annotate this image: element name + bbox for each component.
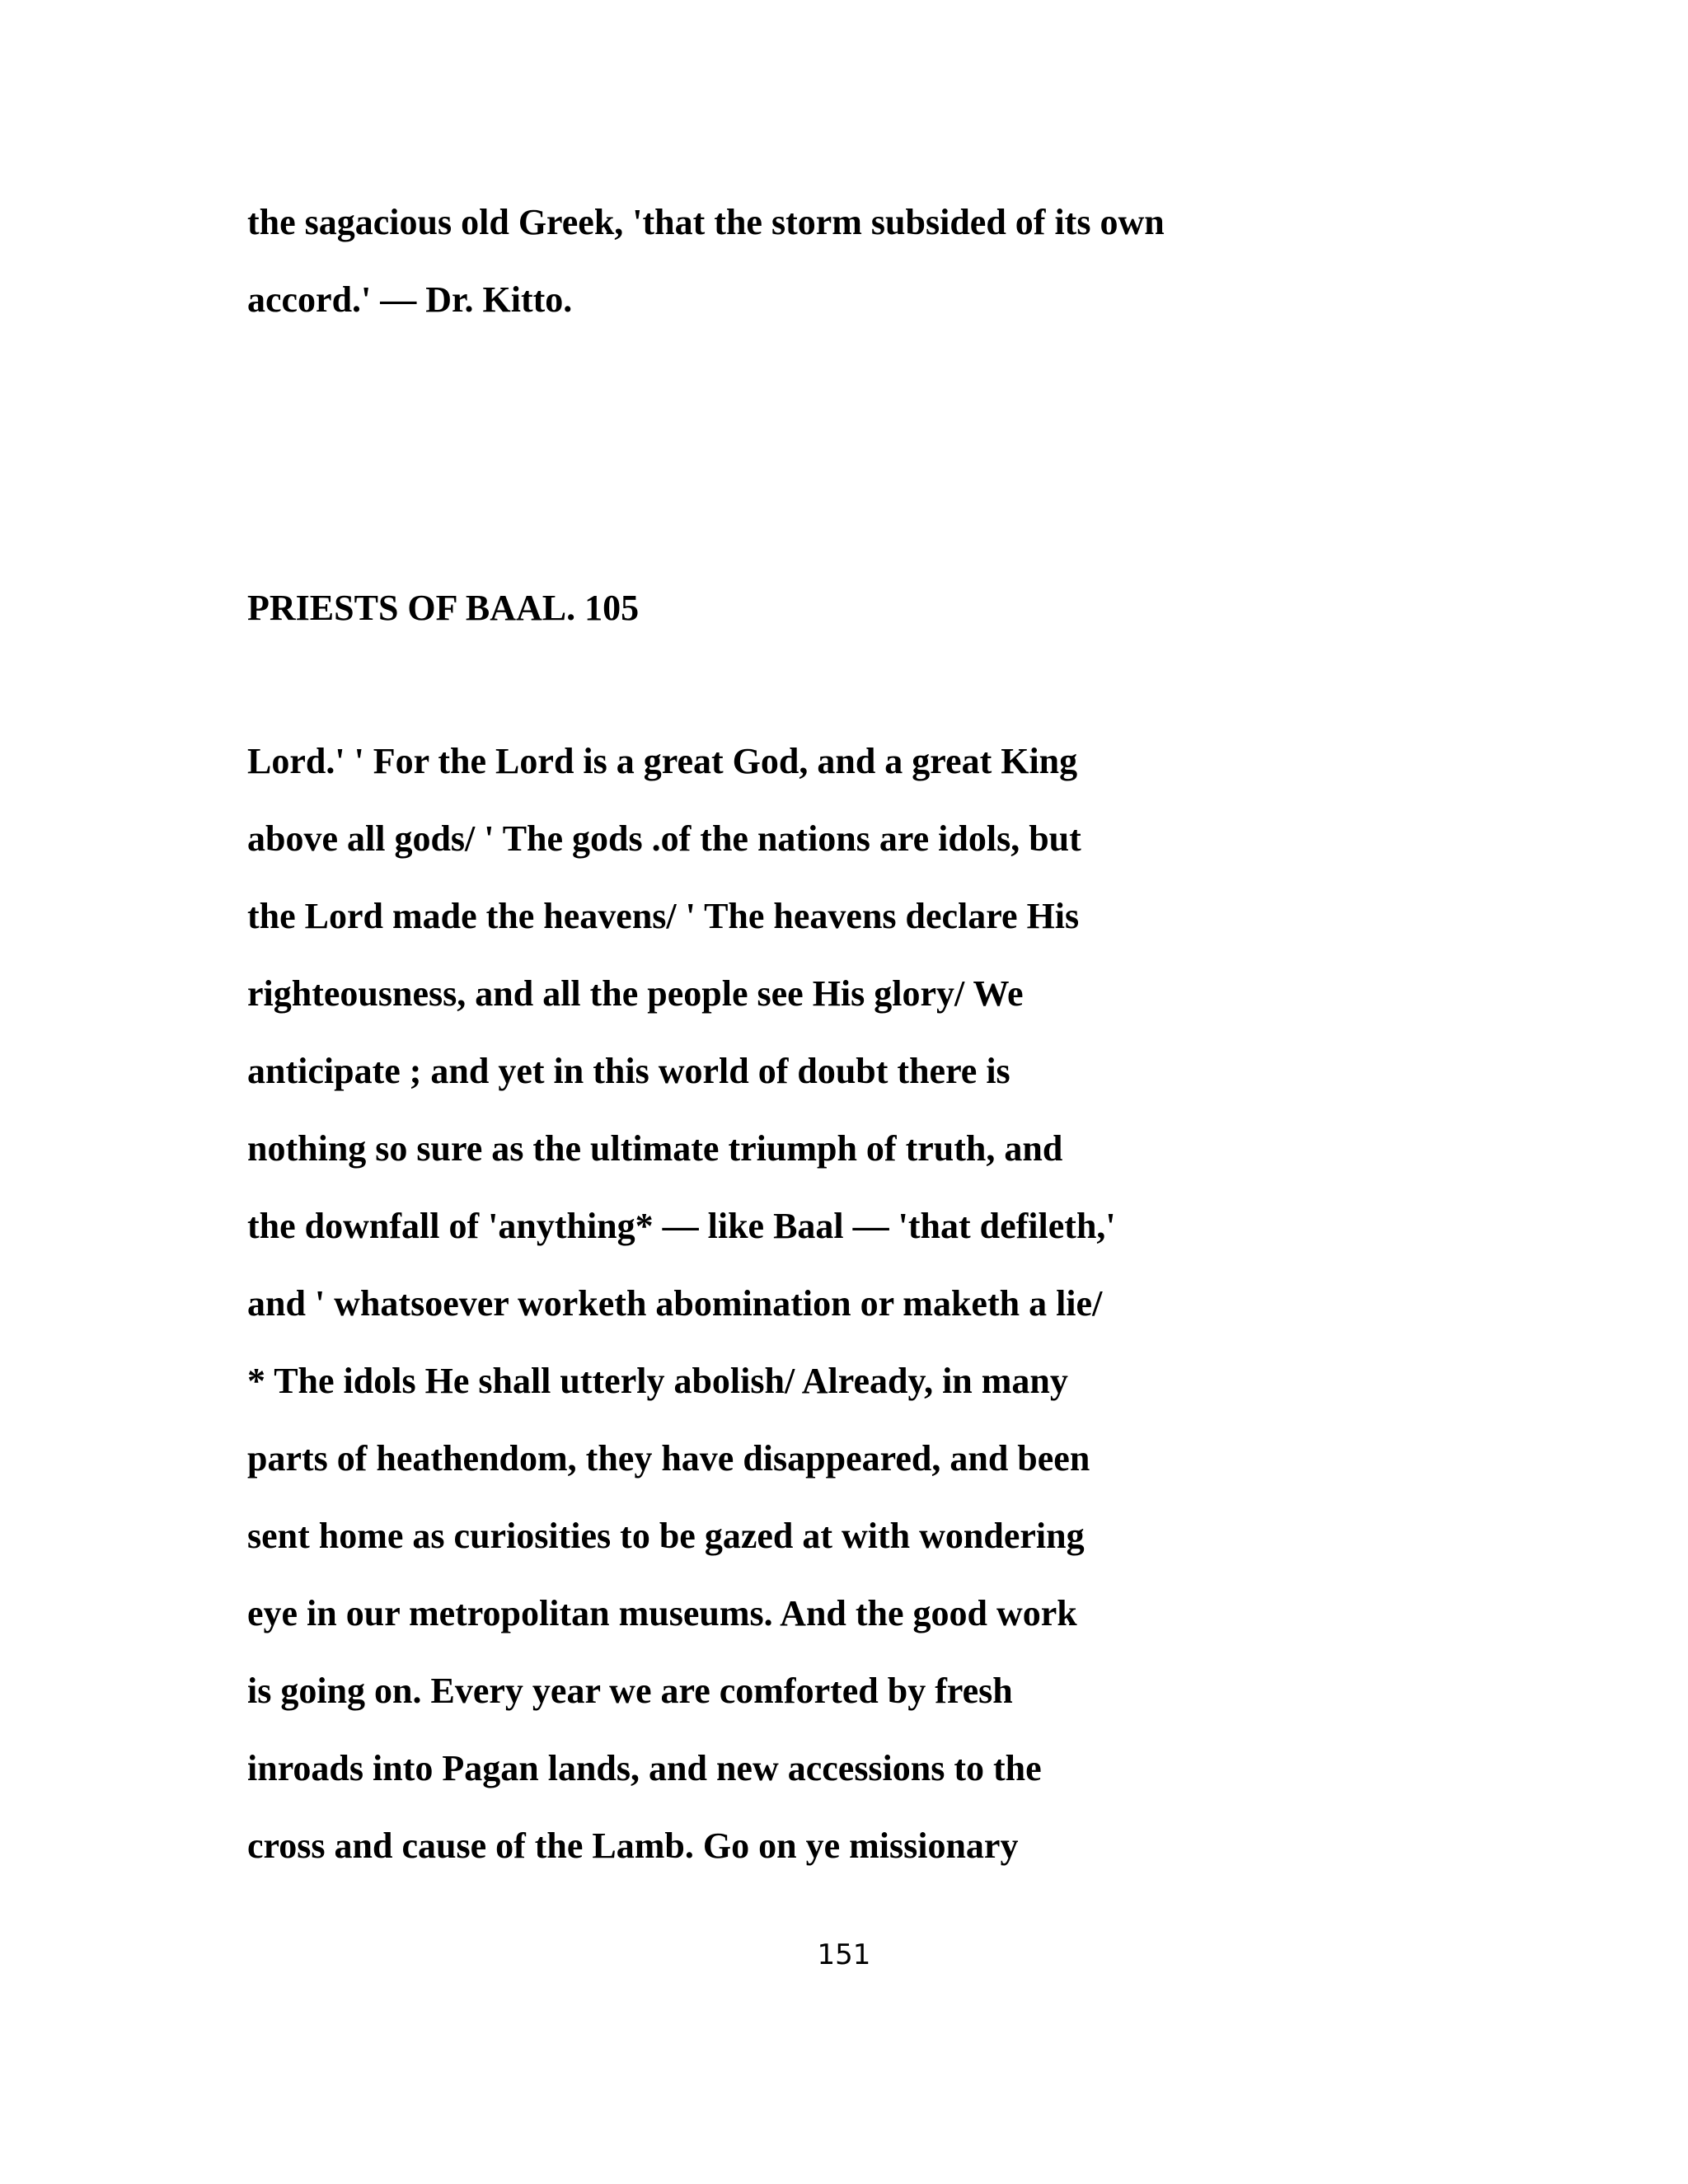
text-line: anticipate ; and yet in this world of doubt there is [247, 1051, 1010, 1091]
text-line: the Lord made the heavens/ ' The heavens declare His [247, 896, 1080, 936]
text-line: parts of heathendom, they have disappeared, and been [247, 1438, 1090, 1479]
text-line: sent home as curiosities to be gazed at with wondering [247, 1516, 1085, 1556]
text-line: Lord.' ' For the Lord is a great God, and a great King [247, 741, 1078, 781]
text-line: and ' whatsoever worketh abomination or maketh a lie/ [247, 1283, 1103, 1324]
text-line: eye in our metropolitan museums. And the good work [247, 1593, 1077, 1633]
text-line: cross and cause of the Lamb. Go on ye missionary [247, 1825, 1019, 1866]
text-line: above all gods/ ' The gods .of the nations are idols, but [247, 818, 1081, 859]
text-line: nothing so sure as the ultimate triumph of truth, and [247, 1128, 1063, 1169]
page-number: 151 [817, 1938, 871, 1971]
text-line: is going on. Every year we are comforted by fresh [247, 1671, 1013, 1711]
text-line: accord.' — Dr. Kitto. [247, 279, 573, 320]
text-line: the sagacious old Greek, 'that the storm subsided of its own [247, 202, 1165, 242]
text-line: inroads into Pagan lands, and new accessions to the [247, 1748, 1042, 1788]
text-line: * The idols He shall utterly abolish/ Already, in many [247, 1361, 1068, 1401]
text-line: righteousness, and all the people see His glory/ We [247, 973, 1024, 1014]
section-heading: PRIESTS OF BAAL. 105 [247, 588, 640, 628]
text-line: the downfall of 'anything* — like Baal — 'that defileth,' [247, 1206, 1116, 1246]
